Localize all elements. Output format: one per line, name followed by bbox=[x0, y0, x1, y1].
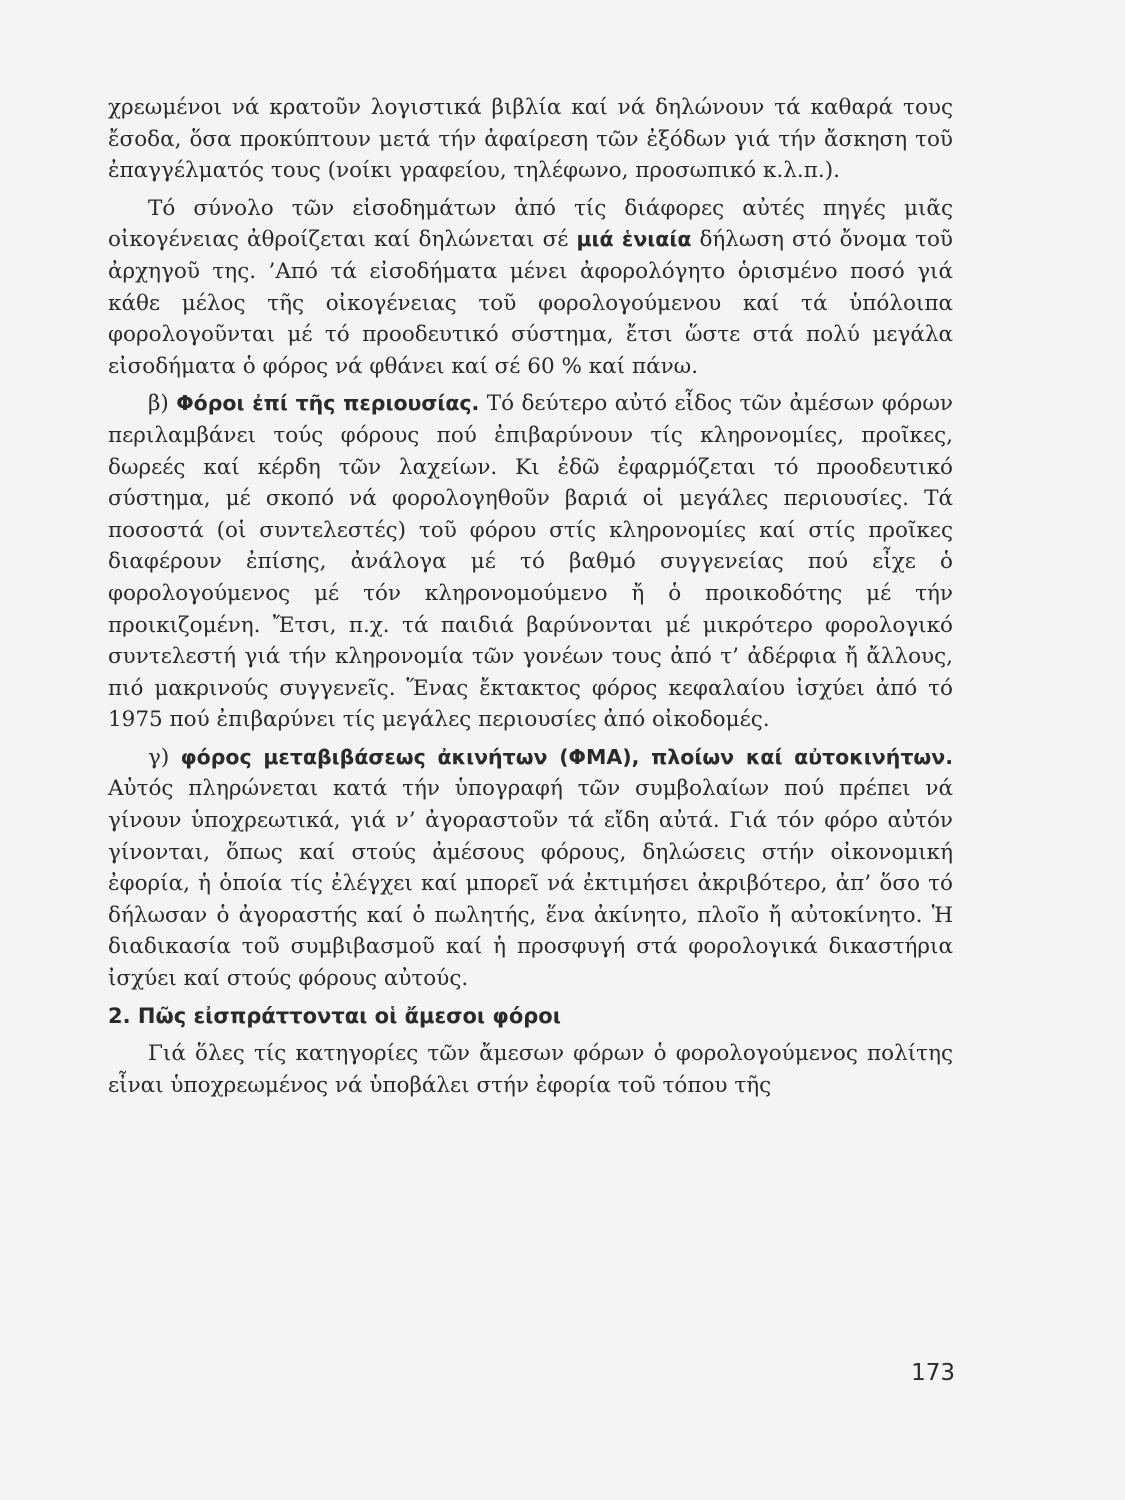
section-heading: 2. Πῶς εἰσπράττονται οἱ ἄμεσοι φόροι bbox=[108, 1003, 561, 1028]
paragraph-text: Αὐτός πληρώνεται κατά τήν ὑπογραφή τῶν συμβολαίων πού πρέπει νά γίνουν ὑποχρεωτικά, γιά ν’ ἀγοραστοῦν τά εἴδη αὐτά. Γιά τόν φόρο αὐτόν γίνονται, ὅπως καί στούς ἀμέσους φόρους, δηλώσεις στήν οἰκονομική ἐφορία, ἡ ὁποία τίς ἐλέγχει καί μπορεῖ νά ἐκτιμήσει ἀκριβότερο, ἀπ’ ὅσο τό δήλωσαν ὁ ἀγοραστής καί ὁ πωλητής, ἕνα ἀκίνητο, πλοῖο ἤ αὐτοκίνητο. Ἡ διαδικασία τοῦ συμβιβασμοῦ καί ἡ προσφυγή στά φορολογικά δικαστήρια ἰσχύει καί στούς φόρους αὐτούς. bbox=[108, 776, 953, 992]
paragraph-family-income bbox=[108, 193, 953, 383]
paragraph-text: Τό σύνολο τῶν εἰσοδημάτων ἀπό τίς διάφορες αὐτές πηγές μιᾶς οἰκογένειας ἀθροίζεται καί δηλώνεται σέ bbox=[108, 195, 953, 253]
page-body bbox=[108, 92, 953, 1101]
paragraph-text: δήλωση στό ὄνομα τοῦ ἀρχηγοῦ της. ’Από τά εἰσοδήματα μένει ἀφορολόγητο ὁρισμένο ποσό γιά κάθε μέλος τῆς οἰκογένειας τοῦ φορολογούμενου καί τά ὑπόλοιπα φορολογοῦνται μέ τό προοδευτικό σύστημα, ἔτσι ὥστε στά πολύ μεγάλα εἰσοδήματα ὁ φόρος νά φθάνει καί σέ 60 % καί πάνω. bbox=[108, 227, 953, 379]
item-label: β) bbox=[148, 391, 177, 417]
paragraph-transfer-tax bbox=[108, 742, 953, 995]
page-number: 173 bbox=[911, 1360, 955, 1386]
paragraph-continuation: χρεωμένοι νά κρατοῦν λογιστικά βιβλία καί νά δηλώνουν τά καθαρά τους ἔσοδα, ὅσα προκύπτουν μετά τήν ἀφαίρεση τῶν ἐξόδων γιά τήν ἄσκηση τοῦ ἐπαγγέλματός τους (νοίκι γραφείου, τηλέφωνο, προσωπικό κ.λ.π.). bbox=[108, 95, 953, 184]
item-label: γ) bbox=[148, 744, 181, 770]
paragraph-property-taxes bbox=[108, 388, 953, 736]
bold-heading-inline: φόρος μεταβιβάσεως ἀκινήτων (ΦΜΑ), πλοίων καί αὐτοκινήτων. bbox=[180, 744, 953, 769]
paragraph-text: Τό δεύτερο αὐτό εἶδος τῶν ἀμέσων φόρων περιλαμβάνει τούς φόρους πού ἐπιβαρύνουν τίς κληρονομίες, προῖκες, δωρεές καί κέρδη τῶν λαχείων. Κι ἐδῶ ἐφαρμόζεται τό προοδευτικό σύστημα, μέ σκοπό νά φορολογηθοῦν βαριά οἱ μεγάλες περιουσίες. Τά ποσοστά (οἱ συντελεστές) τοῦ φόρου στίς κληρονομίες καί στίς προῖκες διαφέρουν ἐπίσης, ἀνάλογα μέ τό βαθμό συγγενείας πού εἶχε ὁ φορολογούμενος μέ τόν κληρονομούμενο ἤ ὁ προικοδότης μέ τήν προικιζομένη. Ἔτσι, π.χ. τά παιδιά βαρύνονται μέ μικρότερο φορολογικό συντελεστή γιά τήν κληρονομία τῶν γονέων τους ἀπό τ’ ἀδέρφια ἤ ἄλλους, πιό μακρινούς συγγενεῖς. Ἕνας ἔκτακτος φόρος κεφαλαίου ἰσχύει ἀπό τό 1975 πού ἐπιβαρύνει τίς μεγάλες περιουσίες ἀπό οἰκοδομές. bbox=[108, 391, 953, 733]
bold-phrase: μιά ἑνιαία bbox=[576, 227, 692, 252]
paragraph-collection: Γιά ὅλες τίς κατηγορίες τῶν ἄμεσων φόρων ὁ φορολογούμενος πολίτης εἶναι ὑποχρεωμένος νά ὑποβάλει στήν ἐφορία τοῦ τόπου τῆς bbox=[108, 1041, 953, 1098]
bold-heading-inline: Φόροι ἐπί τῆς περιουσίας. bbox=[176, 391, 480, 416]
